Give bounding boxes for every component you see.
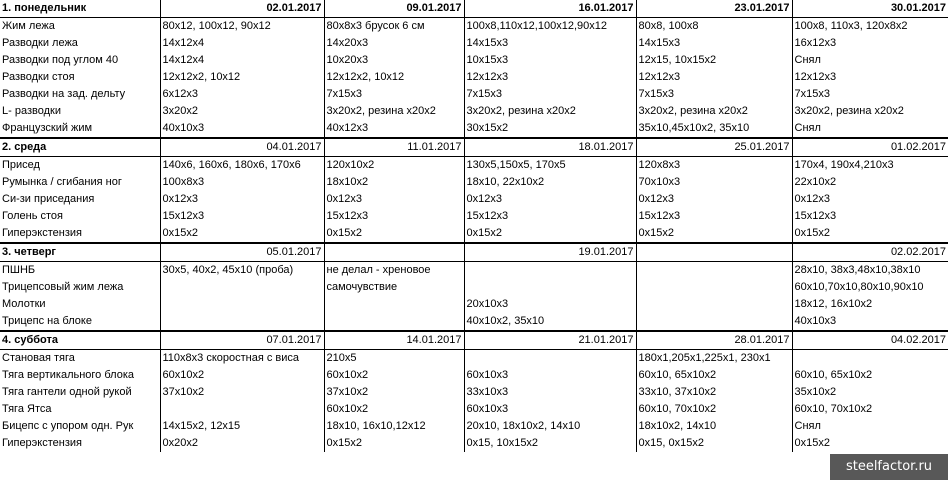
set-cell: 12x12x3 xyxy=(794,71,837,83)
set-cell xyxy=(792,350,948,368)
set-cell: 14x12x4 xyxy=(160,52,324,69)
set-cell: 3x20x2 xyxy=(160,103,324,120)
table-row xyxy=(0,384,948,401)
exercise-name: Си-зи приседания xyxy=(0,191,160,208)
set-cell: 12x12x3 xyxy=(464,69,636,86)
set-cell: 60x10,70x10,80x10,90x10 xyxy=(794,281,924,293)
set-cell: 70x10x3 xyxy=(636,174,792,191)
exercise-name: Присед xyxy=(0,157,160,175)
set-cell: 100x8, 110x3, 120x8x2 xyxy=(794,20,908,32)
set-cell: Снял xyxy=(794,122,821,134)
table-row xyxy=(0,174,948,191)
exercise-name: Румынка / сгибания ног xyxy=(0,174,160,191)
set-cell: 0x15x2 xyxy=(794,437,830,449)
set-cell: 18x10x2 xyxy=(324,174,464,191)
session-date: 23.01.2017 xyxy=(636,0,792,18)
section-title: 1. понедельник xyxy=(0,0,160,18)
set-cell: 18x12, 16x10x2 xyxy=(794,298,873,310)
session-date: 21.01.2017 xyxy=(464,331,636,350)
session-date: 18.01.2017 xyxy=(464,138,636,157)
set-cell: 22x10x2 xyxy=(794,176,837,188)
set-cell: 33x10, 37x10x2 xyxy=(636,384,792,401)
set-cell: 0x15x2 xyxy=(636,225,792,243)
set-cell xyxy=(464,350,636,368)
exercise-name: Разводки на зад. дельту xyxy=(0,86,160,103)
set-cell: 18x10, 22x10x2 xyxy=(464,174,636,191)
exercise-name: Голень стоя xyxy=(0,208,160,225)
set-cell: 40x12x3 xyxy=(324,120,464,138)
session-date: 04.01.2017 xyxy=(160,138,324,157)
exercise-name: Тяга вертикального блока xyxy=(0,367,160,384)
table-row xyxy=(0,86,948,103)
set-cell: 15x12x3 xyxy=(464,208,636,225)
set-cell xyxy=(160,313,324,331)
set-cell: 0x20x2 xyxy=(160,435,324,452)
set-cell: 40x10x3 xyxy=(794,315,837,327)
section-title: 4. суббота xyxy=(0,331,160,350)
set-cell xyxy=(636,296,792,313)
set-cell: 80x8, 100x8 xyxy=(636,18,792,36)
set-cell: 0x12x3 xyxy=(636,191,792,208)
set-cell: 33x10x3 xyxy=(464,384,636,401)
session-date: 19.01.2017 xyxy=(464,243,636,262)
section-title: 3. четверг xyxy=(0,243,160,262)
set-cell: 0x15x2 xyxy=(324,225,464,243)
set-cell: 15x12x3 xyxy=(794,210,837,222)
set-cell: 60x10x3 xyxy=(464,367,636,384)
set-cell: 60x10x3 xyxy=(464,401,636,418)
session-date: 02.02.2017 xyxy=(792,243,948,262)
exercise-name: Разводки под углом 40 xyxy=(0,52,160,69)
set-cell: 16x12x3 xyxy=(794,37,837,49)
exercise-name: Гиперэкстензия xyxy=(0,225,160,243)
watermark-logo: steelfactor.ru xyxy=(830,454,948,480)
set-cell: 40x10x2, 35x10 xyxy=(464,313,636,331)
session-date xyxy=(636,243,792,262)
set-cell: 12x15, 10x15x2 xyxy=(636,52,792,69)
exercise-name: Разводки лежа xyxy=(0,35,160,52)
table-row xyxy=(0,191,948,208)
session-date: 07.01.2017 xyxy=(160,331,324,350)
set-cell: Снял xyxy=(794,54,821,66)
session-date: 05.01.2017 xyxy=(160,243,324,262)
set-cell: 60x10x2 xyxy=(160,367,324,384)
table-row xyxy=(0,225,948,243)
section-header-row xyxy=(0,0,948,18)
set-cell: 0x12x3 xyxy=(324,191,464,208)
set-cell: 120x8x3 xyxy=(636,157,792,175)
set-cell: 12x12x2, 10x12 xyxy=(324,69,464,86)
set-cell: 0x15x2 xyxy=(324,435,464,452)
set-cell: 60x10, 65x10x2 xyxy=(636,367,792,384)
set-cell: 30x5, 40x2, 45x10 (проба) xyxy=(160,262,324,280)
set-cell: 35x10x2 xyxy=(794,386,837,398)
table-row xyxy=(0,35,948,52)
section-title: 2. среда xyxy=(0,138,160,157)
set-cell xyxy=(636,279,792,296)
table-row xyxy=(0,350,948,368)
set-cell: 60x10x2 xyxy=(324,401,464,418)
set-cell: 15x12x3 xyxy=(324,208,464,225)
exercise-name: Молотки xyxy=(0,296,160,313)
exercise-name: Становая тяга xyxy=(0,350,160,368)
set-cell: 10x15x3 xyxy=(464,52,636,69)
table-row xyxy=(0,208,948,225)
set-cell: 80x8x3 брусок 6 см xyxy=(324,18,464,36)
table-row xyxy=(0,279,948,296)
set-cell: 14x15x2, 12x15 xyxy=(160,418,324,435)
set-cell: 100x8x3 xyxy=(160,174,324,191)
session-date: 09.01.2017 xyxy=(324,0,464,18)
set-cell xyxy=(636,313,792,331)
set-cell xyxy=(464,279,636,296)
table-row xyxy=(0,69,948,86)
set-cell: 0x15, 10x15x2 xyxy=(464,435,636,452)
exercise-name: Жим лежа xyxy=(0,18,160,36)
set-cell: 14x20x3 xyxy=(324,35,464,52)
section-header-row xyxy=(0,331,948,350)
set-cell: 18x10, 16x10,12x12 xyxy=(324,418,464,435)
set-cell: 7x15x3 xyxy=(794,88,830,100)
table-row xyxy=(0,435,948,452)
exercise-name: Трицепс на блоке xyxy=(0,313,160,331)
section-header-row xyxy=(0,243,948,262)
set-cell: самочувствие xyxy=(324,279,464,296)
exercise-name: Тяга Ятса xyxy=(0,401,160,418)
set-cell: 14x12x4 xyxy=(160,35,324,52)
set-cell: 60x10, 65x10x2 xyxy=(794,369,873,381)
table-row xyxy=(0,418,948,435)
table-row xyxy=(0,296,948,313)
set-cell xyxy=(160,401,324,418)
session-date: 14.01.2017 xyxy=(324,331,464,350)
set-cell: 18x10x2, 14x10 xyxy=(636,418,792,435)
set-cell: 60x10, 70x10x2 xyxy=(636,401,792,418)
set-cell: 0x12x3 xyxy=(794,193,830,205)
set-cell: 100x8,110x12,100x12,90x12 xyxy=(464,18,636,36)
set-cell: 12x12x2, 10x12 xyxy=(160,69,324,86)
set-cell: 3x20x2, резина x20x2 xyxy=(636,103,792,120)
set-cell: 0x15, 0x15x2 xyxy=(636,435,792,452)
set-cell: 0x15x2 xyxy=(794,227,830,239)
set-cell: 170x4, 190x4,210x3 xyxy=(794,159,894,171)
set-cell: 0x15x2 xyxy=(160,225,324,243)
table-row xyxy=(0,313,948,331)
set-cell: 120x10x2 xyxy=(324,157,464,175)
session-date: 02.01.2017 xyxy=(160,0,324,18)
set-cell: 60x10x2 xyxy=(324,367,464,384)
set-cell: 35x10,45x10x2, 35x10 xyxy=(636,120,792,138)
set-cell: 210x5 xyxy=(324,350,464,368)
table-row xyxy=(0,157,948,175)
table-row xyxy=(0,18,948,36)
table-row xyxy=(0,103,948,120)
set-cell: 20x10x3 xyxy=(464,296,636,313)
exercise-name: L- разводки xyxy=(0,103,160,120)
set-cell: 80x12, 100x12, 90x12 xyxy=(160,18,324,36)
exercise-name: Тяга гантели одной рукой xyxy=(0,384,160,401)
set-cell: 7x15x3 xyxy=(464,86,636,103)
session-date xyxy=(324,243,464,262)
set-cell: 0x12x3 xyxy=(160,191,324,208)
set-cell: 37x10x2 xyxy=(324,384,464,401)
set-cell: 40x10x3 xyxy=(160,120,324,138)
set-cell xyxy=(636,262,792,280)
set-cell: 60x10, 70x10x2 xyxy=(794,403,873,415)
set-cell: 6x12x3 xyxy=(160,86,324,103)
session-date: 30.01.2017 xyxy=(792,0,948,18)
set-cell: 12x12x3 xyxy=(636,69,792,86)
session-date: 01.02.2017 xyxy=(792,138,948,157)
set-cell: Снял xyxy=(794,420,821,432)
table-row xyxy=(0,401,948,418)
set-cell xyxy=(324,296,464,313)
table-row xyxy=(0,367,948,384)
exercise-name: Разводки стоя xyxy=(0,69,160,86)
session-date: 16.01.2017 xyxy=(464,0,636,18)
set-cell xyxy=(160,279,324,296)
set-cell: 110x8x3 скоростная с виса xyxy=(160,350,324,368)
set-cell xyxy=(160,296,324,313)
set-cell xyxy=(324,313,464,331)
set-cell: 15x12x3 xyxy=(160,208,324,225)
set-cell: 28x10, 38x3,48x10,38x10 xyxy=(794,264,921,276)
section-header-row xyxy=(0,138,948,157)
table-row xyxy=(0,52,948,69)
set-cell: 30x15x2 xyxy=(464,120,636,138)
table-row xyxy=(0,262,948,280)
set-cell: 20x10, 18x10x2, 14x10 xyxy=(464,418,636,435)
exercise-name: Французский жим xyxy=(0,120,160,138)
session-date: 04.02.2017 xyxy=(792,331,948,350)
exercise-name: Бицепс с упором одн. Рук xyxy=(0,418,160,435)
set-cell xyxy=(464,262,636,280)
exercise-name: Трицепсовый жим лежа xyxy=(0,279,160,296)
set-cell: не делал - хреновое xyxy=(324,262,464,280)
set-cell: 15x12x3 xyxy=(636,208,792,225)
set-cell: 14x15x3 xyxy=(464,35,636,52)
set-cell: 130x5,150x5, 170x5 xyxy=(464,157,636,175)
set-cell: 180x1,205x1,225x1, 230x1 xyxy=(636,350,792,368)
set-cell: 10x20x3 xyxy=(324,52,464,69)
set-cell: 7x15x3 xyxy=(324,86,464,103)
set-cell: 3x20x2, резина x20x2 xyxy=(794,105,904,117)
set-cell: 3x20x2, резина x20x2 xyxy=(464,103,636,120)
exercise-name: Гиперэкстензия xyxy=(0,435,160,452)
set-cell: 140x6, 160x6, 180x6, 170x6 xyxy=(160,157,324,175)
set-cell: 3x20x2, резина x20x2 xyxy=(324,103,464,120)
set-cell: 14x15x3 xyxy=(636,35,792,52)
session-date: 11.01.2017 xyxy=(324,138,464,157)
set-cell: 37x10x2 xyxy=(160,384,324,401)
table-row xyxy=(0,120,948,138)
set-cell: 7x15x3 xyxy=(636,86,792,103)
set-cell: 0x12x3 xyxy=(464,191,636,208)
set-cell: 0x15x2 xyxy=(464,225,636,243)
session-date: 28.01.2017 xyxy=(636,331,792,350)
exercise-name: ПШНБ xyxy=(0,262,160,280)
session-date: 25.01.2017 xyxy=(636,138,792,157)
